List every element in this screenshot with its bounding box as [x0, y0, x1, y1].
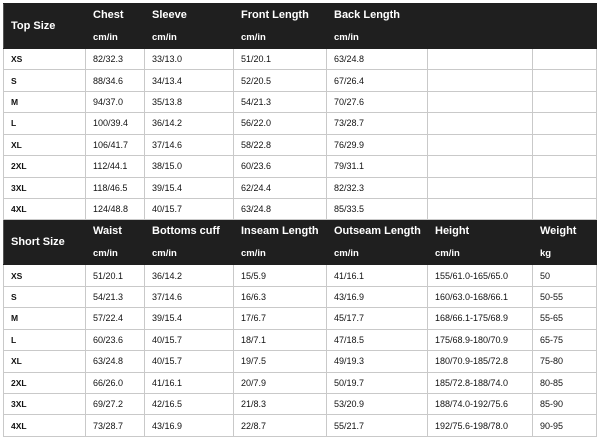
short-size-value-cell: 65-75 — [533, 329, 597, 350]
top-size-value-cell: 67/26.4 — [327, 70, 428, 91]
short-size-value-cell: 36/14.2 — [145, 265, 234, 286]
short-size-value-cell: 63/24.8 — [86, 351, 145, 372]
top-size-unit-cell: cm/in — [327, 26, 428, 48]
short-size-value-cell: 20/7.9 — [234, 372, 327, 393]
top-size-value-cell: 70/27.6 — [327, 91, 428, 112]
top-size-label-cell: XS — [4, 48, 86, 69]
top-size-column-header: Back Length — [327, 4, 428, 26]
short-size-table-row — [4, 393, 597, 414]
short-size-value-cell: 19/7.5 — [234, 351, 327, 372]
short-size-value-cell: 53/20.9 — [327, 393, 428, 414]
top-size-value-cell — [533, 177, 597, 198]
top-size-unit-cell — [428, 26, 533, 48]
top-size-label-cell: S — [4, 70, 86, 91]
top-size-value-cell: 100/39.4 — [86, 113, 145, 134]
top-size-value-cell: 37/14.6 — [145, 134, 234, 155]
short-size-header-row — [4, 220, 597, 242]
top-size-value-cell: 34/13.4 — [145, 70, 234, 91]
top-size-header-row — [4, 4, 597, 26]
short-size-table-row — [4, 308, 597, 329]
top-size-value-cell — [533, 91, 597, 112]
short-size-table-row — [4, 265, 597, 286]
short-size-value-cell: 188/74.0-192/75.6 — [428, 393, 533, 414]
short-size-value-cell: 50/19.7 — [327, 372, 428, 393]
top-size-table-row — [4, 134, 597, 155]
short-size-value-cell: 40/15.7 — [145, 329, 234, 350]
short-size-value-cell: 55-65 — [533, 308, 597, 329]
short-size-label-cell: XL — [4, 351, 86, 372]
top-size-unit-row — [4, 26, 597, 48]
top-size-table-row — [4, 91, 597, 112]
top-size-label-cell: XL — [4, 134, 86, 155]
top-size-value-cell: 118/46.5 — [86, 177, 145, 198]
top-size-value-cell — [428, 198, 533, 219]
short-size-label-cell: 2XL — [4, 372, 86, 393]
top-size-label-cell: 2XL — [4, 156, 86, 177]
short-size-value-cell: 40/15.7 — [145, 351, 234, 372]
short-size-unit-row — [4, 242, 597, 264]
top-size-value-cell — [428, 48, 533, 69]
top-size-value-cell: 62/24.4 — [234, 177, 327, 198]
short-size-value-cell: 51/20.1 — [86, 265, 145, 286]
short-size-value-cell: 18/7.1 — [234, 329, 327, 350]
short-size-column-header: Weight — [533, 220, 597, 242]
short-size-table-row — [4, 286, 597, 307]
top-size-value-cell: 106/41.7 — [86, 134, 145, 155]
short-size-unit-cell: cm/in — [327, 242, 428, 264]
top-size-value-cell: 52/20.5 — [234, 70, 327, 91]
short-size-value-cell: 50 — [533, 265, 597, 286]
short-size-value-cell: 37/14.6 — [145, 286, 234, 307]
short-size-value-cell: 168/66.1-175/68.9 — [428, 308, 533, 329]
top-size-value-cell: 79/31.1 — [327, 156, 428, 177]
short-size-value-cell: 192/75.6-198/78.0 — [428, 415, 533, 437]
top-size-value-cell: 63/24.8 — [234, 198, 327, 219]
top-size-unit-cell: cm/in — [86, 26, 145, 48]
short-size-value-cell: 73/28.7 — [86, 415, 145, 437]
top-size-value-cell: 60/23.6 — [234, 156, 327, 177]
top-size-value-cell: 36/14.2 — [145, 113, 234, 134]
top-size-value-cell — [533, 48, 597, 69]
short-size-value-cell: 180/70.9-185/72.8 — [428, 351, 533, 372]
top-size-table-row — [4, 177, 597, 198]
top-size-column-header: Chest — [86, 4, 145, 26]
top-size-value-cell — [428, 70, 533, 91]
top-size-value-cell: 58/22.8 — [234, 134, 327, 155]
short-size-value-cell: 17/6.7 — [234, 308, 327, 329]
short-size-table-row — [4, 351, 597, 372]
top-size-value-cell — [533, 156, 597, 177]
short-size-table-row — [4, 329, 597, 350]
short-size-unit-cell: cm/in — [86, 242, 145, 264]
top-size-value-cell: 63/24.8 — [327, 48, 428, 69]
short-size-value-cell: 42/16.5 — [145, 393, 234, 414]
short-size-value-cell: 41/16.1 — [145, 372, 234, 393]
top-size-value-cell: 88/34.6 — [86, 70, 145, 91]
short-size-value-cell: 69/27.2 — [86, 393, 145, 414]
top-size-value-cell: 73/28.7 — [327, 113, 428, 134]
short-size-value-cell: 80-85 — [533, 372, 597, 393]
short-size-value-cell: 43/16.9 — [327, 286, 428, 307]
short-size-value-cell: 90-95 — [533, 415, 597, 437]
top-size-table-row — [4, 156, 597, 177]
short-size-unit-cell: cm/in — [234, 242, 327, 264]
top-size-column-header — [428, 4, 533, 26]
short-size-table-row — [4, 415, 597, 437]
short-size-value-cell: 60/23.6 — [86, 329, 145, 350]
short-size-value-cell: 15/5.9 — [234, 265, 327, 286]
top-size-value-cell: 85/33.5 — [327, 198, 428, 219]
top-size-unit-cell: cm/in — [234, 26, 327, 48]
top-size-table-row — [4, 48, 597, 69]
top-size-value-cell: 56/22.0 — [234, 113, 327, 134]
top-size-value-cell: 39/15.4 — [145, 177, 234, 198]
top-size-label-cell: 4XL — [4, 198, 86, 219]
top-size-value-cell: 82/32.3 — [327, 177, 428, 198]
short-size-label-cell: 4XL — [4, 415, 86, 437]
top-size-label-cell: 3XL — [4, 177, 86, 198]
short-size-unit-cell: cm/in — [428, 242, 533, 264]
top-size-section-title: Top Size — [4, 4, 86, 49]
short-size-value-cell: 43/16.9 — [145, 415, 234, 437]
short-size-value-cell: 22/8.7 — [234, 415, 327, 437]
short-size-value-cell: 57/22.4 — [86, 308, 145, 329]
short-size-label-cell: XS — [4, 265, 86, 286]
top-size-value-cell — [533, 134, 597, 155]
top-size-value-cell — [428, 91, 533, 112]
short-size-value-cell: 55/21.7 — [327, 415, 428, 437]
short-size-column-header: Inseam Length — [234, 220, 327, 242]
top-size-value-cell — [533, 70, 597, 91]
top-size-value-cell — [428, 177, 533, 198]
short-size-table-row — [4, 372, 597, 393]
short-size-value-cell: 49/19.3 — [327, 351, 428, 372]
top-size-table-row — [4, 70, 597, 91]
top-size-column-header: Sleeve — [145, 4, 234, 26]
short-size-column-header: Waist — [86, 220, 145, 242]
top-size-table-row — [4, 113, 597, 134]
short-size-label-cell: L — [4, 329, 86, 350]
top-size-value-cell: 40/15.7 — [145, 198, 234, 219]
top-size-unit-cell: cm/in — [145, 26, 234, 48]
short-size-value-cell: 41/16.1 — [327, 265, 428, 286]
top-size-value-cell — [428, 134, 533, 155]
top-size-value-cell — [428, 156, 533, 177]
top-size-label-cell: L — [4, 113, 86, 134]
top-size-value-cell — [428, 113, 533, 134]
short-size-column-header: Bottoms cuff — [145, 220, 234, 242]
top-size-column-header: Front Length — [234, 4, 327, 26]
top-size-value-cell: 33/13.0 — [145, 48, 234, 69]
short-size-value-cell: 155/61.0-165/65.0 — [428, 265, 533, 286]
short-size-value-cell: 185/72.8-188/74.0 — [428, 372, 533, 393]
short-size-label-cell: 3XL — [4, 393, 86, 414]
top-size-value-cell: 51/20.1 — [234, 48, 327, 69]
size-chart-body — [4, 4, 597, 437]
short-size-value-cell: 47/18.5 — [327, 329, 428, 350]
short-size-value-cell: 21/8.3 — [234, 393, 327, 414]
top-size-value-cell: 38/15.0 — [145, 156, 234, 177]
short-size-value-cell: 75-80 — [533, 351, 597, 372]
short-size-column-header: Outseam Length — [327, 220, 428, 242]
short-size-value-cell: 39/15.4 — [145, 308, 234, 329]
short-size-value-cell: 54/21.3 — [86, 286, 145, 307]
top-size-value-cell: 35/13.8 — [145, 91, 234, 112]
top-size-value-cell: 94/37.0 — [86, 91, 145, 112]
top-size-value-cell: 82/32.3 — [86, 48, 145, 69]
top-size-value-cell: 76/29.9 — [327, 134, 428, 155]
short-size-value-cell: 45/17.7 — [327, 308, 428, 329]
short-size-label-cell: M — [4, 308, 86, 329]
short-size-value-cell: 175/68.9-180/70.9 — [428, 329, 533, 350]
short-size-unit-cell: kg — [533, 242, 597, 264]
top-size-unit-cell — [533, 26, 597, 48]
top-size-label-cell: M — [4, 91, 86, 112]
top-size-value-cell — [533, 113, 597, 134]
short-size-column-header: Height — [428, 220, 533, 242]
short-size-value-cell: 85-90 — [533, 393, 597, 414]
top-size-value-cell: 112/44.1 — [86, 156, 145, 177]
short-size-label-cell: S — [4, 286, 86, 307]
short-size-value-cell: 66/26.0 — [86, 372, 145, 393]
top-size-value-cell — [533, 198, 597, 219]
short-size-value-cell: 50-55 — [533, 286, 597, 307]
short-size-unit-cell: cm/in — [145, 242, 234, 264]
top-size-value-cell: 124/48.8 — [86, 198, 145, 219]
size-chart-table — [3, 3, 597, 437]
short-size-value-cell: 16/6.3 — [234, 286, 327, 307]
short-size-section-title: Short Size — [4, 220, 86, 265]
short-size-value-cell: 160/63.0-168/66.1 — [428, 286, 533, 307]
top-size-table-row — [4, 198, 597, 219]
top-size-column-header — [533, 4, 597, 26]
top-size-value-cell: 54/21.3 — [234, 91, 327, 112]
